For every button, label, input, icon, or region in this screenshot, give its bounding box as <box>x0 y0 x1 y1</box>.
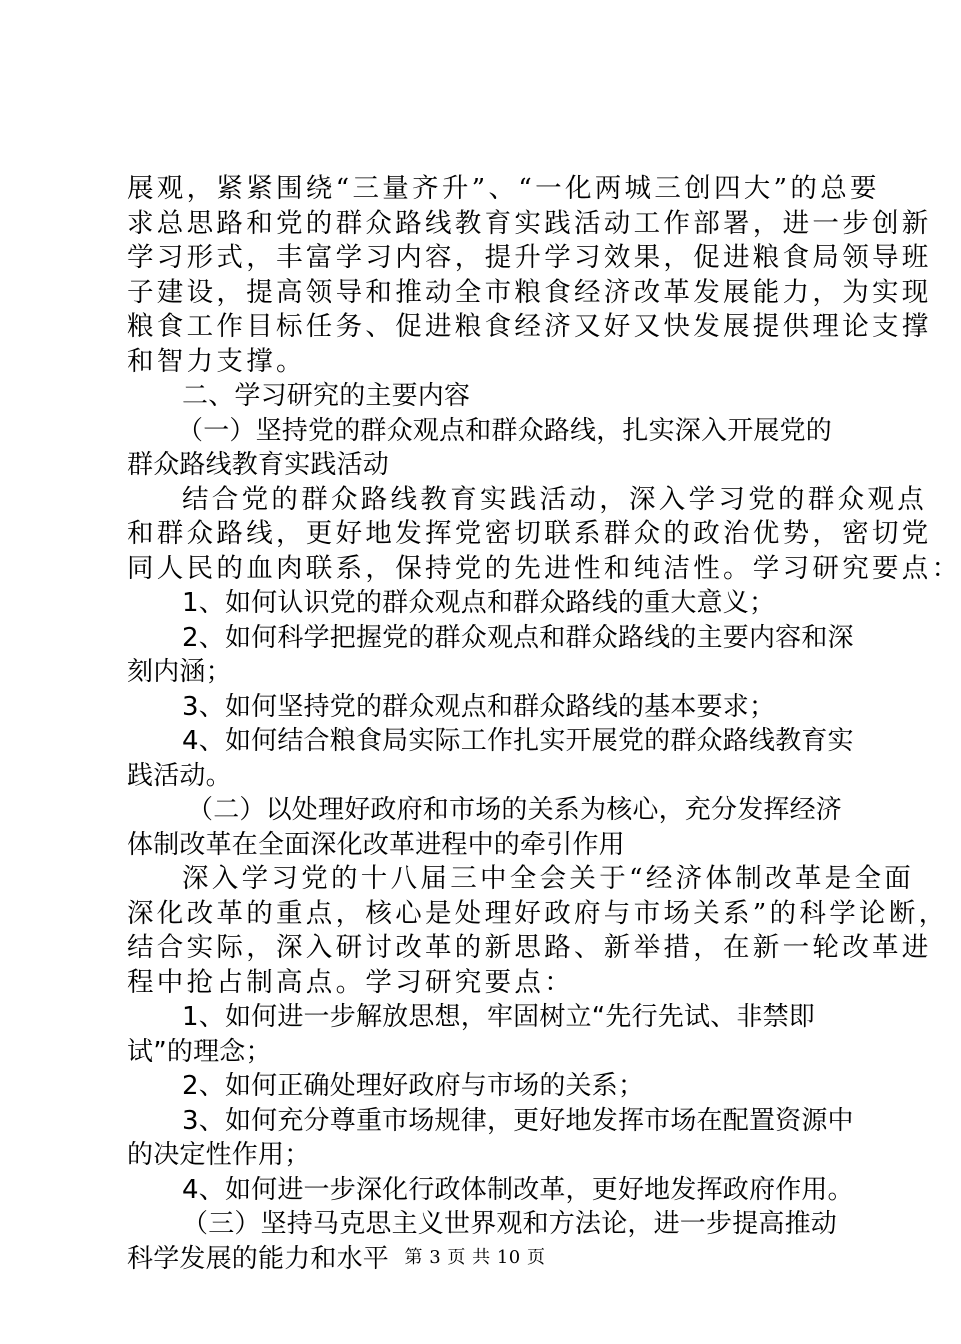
list-item: 1、如何认识党的群众观点和群众路线的重大意义； <box>182 588 776 618</box>
paragraph-line: 学习形式，丰富学习内容，提升学习效果，促进粮食局领导班 <box>127 242 932 273</box>
list-item: 试”的理念； <box>127 1036 272 1067</box>
paragraph-line: 粮食工作目标任务、促进粮食经济又好又快发展提供理论支撑 <box>127 311 932 342</box>
list-item: 3、如何坚持党的群众观点和群众路线的基本要求； <box>182 691 776 722</box>
page-number-footer: 第 3 页 共 10 页 <box>404 1247 546 1268</box>
list-item: 4、如何进一步深化行政体制改革，更好地发挥政府作用。 <box>182 1174 854 1205</box>
subsection-heading: （二）以处理好政府和市场的关系为核心，充分发挥经济 <box>187 795 843 825</box>
list-item: 3、如何充分尊重市场规律，更好地发挥市场在配置资源中 <box>182 1105 854 1136</box>
paragraph-line: 和智力支撑。 <box>127 345 306 377</box>
paragraph-line: 求总思路和党的群众路线教育实践活动工作部署，进一步创新 <box>127 207 932 239</box>
subsection-heading: 体制改革在全面深化改革进程中的牵引作用 <box>127 829 625 860</box>
list-item: 践活动。 <box>127 760 232 791</box>
subsection-heading: 群众路线教育实践活动 <box>127 450 390 480</box>
paragraph-line: 结合实际，深入研讨改革的新思路、新举措，在新一轮改革进 <box>127 932 932 963</box>
paragraph-line: 程中抢占制高点。学习研究要点： <box>127 966 574 998</box>
paragraph-line: 和群众路线，更好地发挥党密切联系群众的政治优势，密切党 <box>127 518 932 549</box>
list-item: 4、如何结合粮食局实际工作扎实开展党的群众路线教育实 <box>182 726 854 756</box>
paragraph-line: 子建设，提高领导和推动全市粮食经济改革发展能力，为实现 <box>127 276 932 308</box>
paragraph-line: 深化改革的重点，核心是处理好政府与市场关系”的科学论断， <box>127 897 949 929</box>
subsection-heading: （三）坚持马克思主义世界观和方法论，进一步提高推动 <box>182 1209 838 1239</box>
paragraph-line: 同人民的血肉联系，保持党的先进性和纯洁性。学习研究要点： <box>127 552 961 584</box>
paragraph-line: 结合党的群众路线教育实践活动，深入学习党的群众观点 <box>182 483 927 515</box>
paragraph-line: 展观，紧紧围绕“三量齐升”、“一化两城三创四大”的总要 <box>127 173 880 204</box>
document-body <box>127 172 961 1276</box>
list-item: 2、如何正确处理好政府与市场的关系； <box>182 1071 645 1101</box>
subsection-heading: 科学发展的能力和水平 <box>127 1243 390 1274</box>
paragraph-line: 深入学习党的十八届三中全会关于“经济体制改革是全面 <box>182 863 915 894</box>
list-item: 2、如何科学把握党的群众观点和群众路线的主要内容和深 <box>182 622 854 653</box>
section-heading: 二、学习研究的主要内容 <box>182 381 471 411</box>
list-item: 的决定性作用； <box>127 1140 311 1170</box>
subsection-heading: （一）坚持党的群众观点和群众路线，扎实深入开展党的 <box>177 415 833 446</box>
list-item: 1、如何进一步解放思想，牢固树立“先行先试、非禁即 <box>182 1002 816 1032</box>
list-item: 刻内涵； <box>127 657 232 687</box>
